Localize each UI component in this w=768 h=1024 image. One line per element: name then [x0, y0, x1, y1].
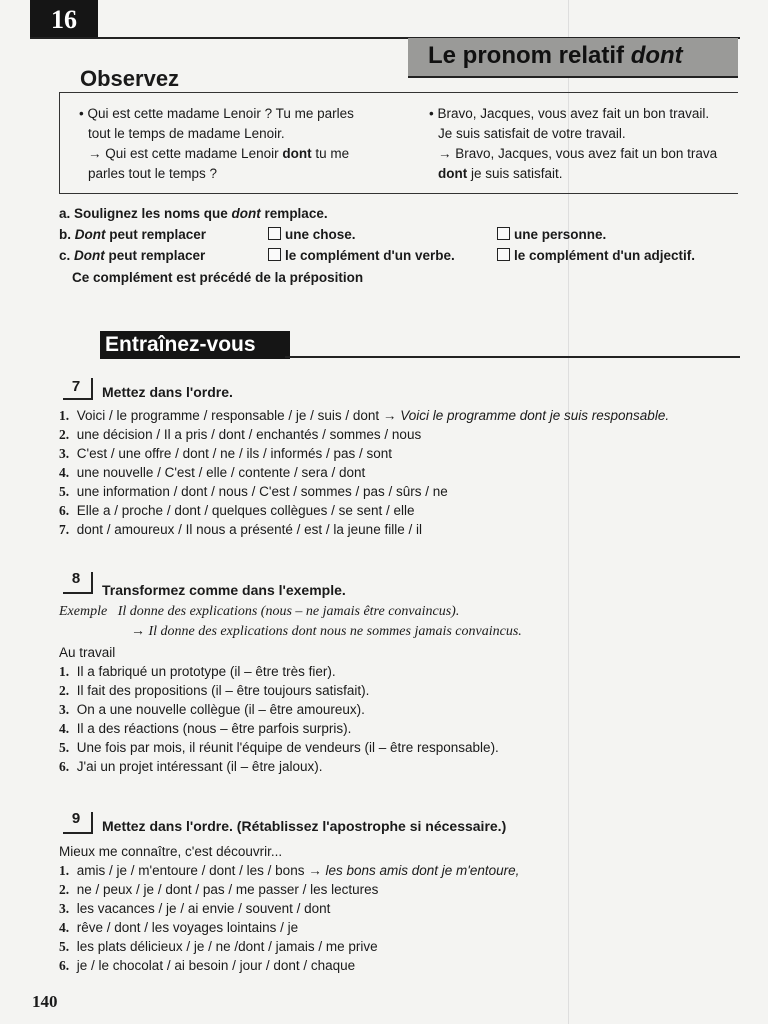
section-entrainez-vous: Entraînez-vous	[100, 331, 290, 359]
list-item: 6. je / le chocolat / ai besoin / jour / dont / chaque	[59, 958, 356, 973]
list-item: 7. dont / amoureux / Il nous a présenté / est / la jeune fille / il	[59, 522, 422, 537]
list-item: 5. une information / dont / nous / C'est / sommes / pas / sûrs / ne	[59, 484, 448, 499]
exercise-9-context: Mieux me connaître, c'est découvrir...	[59, 844, 283, 859]
checkbox[interactable]	[268, 248, 281, 261]
exercise-8-number: 8	[71, 570, 81, 587]
list-item: 4. Il a des réactions (nous – être parfois surpris).	[59, 721, 352, 736]
option-complement-verbe[interactable]: le complément d'un verbe.	[268, 248, 455, 263]
exercise-marker-line	[63, 832, 93, 834]
list-item: 5. les plats délicieux / je / ne /dont / jamais / me prive	[59, 939, 378, 954]
exercise-8-example: Exemple Il donne des explications (nous – ne jamais être convaincus).	[59, 604, 460, 619]
exercise-8-example-answer: → Il donne des explications dont nous ne sommes jamais convaincus.	[131, 624, 522, 639]
list-item: 3. On a une nouvelle collègue (il – être amoureux).	[59, 702, 365, 717]
list-item: 6. J'ai un projet intéressant (il – être jaloux).	[59, 759, 323, 774]
exercise-7-list	[59, 406, 669, 539]
exercise-marker	[91, 812, 93, 832]
exercise-9-number: 9	[71, 810, 81, 827]
observez-heading: Observez	[80, 66, 180, 91]
list-item: 2. une décision / Il a pris / dont / enchantés / sommes / nous	[59, 427, 422, 442]
observez-example-1: • Qui est cette madame Lenoir ? Tu me parles tout le temps de madame Lenoir. → Qui est cette madame Lenoir dont tu me parles tout le temps ?	[79, 106, 354, 181]
exercise-9-instruction: Mettez dans l'ordre. (Rétablissez l'apostrophe si nécessaire.)	[102, 818, 507, 834]
checkbox[interactable]	[497, 227, 510, 240]
option-complement-adjectif[interactable]: le complément d'un adjectif.	[497, 248, 695, 263]
exercise-8-list	[59, 662, 499, 776]
page-title: Le pronom relatif dont	[428, 42, 683, 69]
question-a: a. Soulignez les noms que dont remplace.	[59, 206, 328, 221]
list-item: 2. Il fait des propositions (il – être toujours satisfait).	[59, 683, 370, 698]
question-c: c. Dont peut remplacer	[59, 248, 206, 263]
observez-example-2: • Bravo, Jacques, vous avez fait un bon travail. Je suis satisfait de votre travail. → Bravo, Jacques, vous avez fait un bon trava dont je suis satisfait.	[429, 106, 718, 181]
exercise-7-number: 7	[71, 378, 81, 395]
list-item: 5. Une fois par mois, il réunit l'équipe de vendeurs (il – être responsable).	[59, 740, 499, 755]
exercise-8-context: Au travail	[59, 645, 116, 660]
list-item: 6. Elle a / proche / dont / quelques collègues / se sent / elle	[59, 503, 415, 518]
list-item: 1. Voici / le programme / responsable / je / suis / dont → Voici le programme dont je suis responsable.	[59, 408, 670, 423]
list-item: 1. Il a fabriqué un prototype (il – être très fier).	[59, 664, 336, 679]
question-b: b. Dont peut remplacer	[59, 227, 207, 242]
exercise-8-instruction: Transformez comme dans l'exemple.	[102, 582, 346, 598]
exercise-marker	[91, 572, 93, 592]
page-number: 140	[32, 992, 58, 1011]
checkbox[interactable]	[497, 248, 510, 261]
exercise-marker-line	[63, 592, 93, 594]
list-item: 1. amis / je / m'entoure / dont / les / bons → les bons amis dont je m'entoure,	[59, 863, 520, 878]
exercise-marker-line	[63, 398, 93, 400]
exercise-7-instruction: Mettez dans l'ordre.	[102, 384, 233, 400]
list-item: 3. les vacances / je / ai envie / souvent / dont	[59, 901, 331, 916]
checkbox[interactable]	[268, 227, 281, 240]
list-item: 4. rêve / dont / les voyages lointains / je	[59, 920, 299, 935]
option-une-personne[interactable]: une personne.	[497, 227, 606, 242]
question-c-note: Ce complément est précédé de la préposition	[72, 270, 364, 285]
section-rule	[285, 356, 740, 358]
exercise-marker	[91, 378, 93, 398]
list-item: 2. ne / peux / je / dont / pas / me passer / les lectures	[59, 882, 379, 897]
chapter-number: 16	[30, 0, 98, 38]
list-item: 3. C'est / une offre / dont / ne / ils / informés / pas / sont	[59, 446, 392, 461]
list-item: 4. une nouvelle / C'est / elle / contente / sera / dont	[59, 465, 366, 480]
exercise-9-list	[59, 861, 519, 975]
option-une-chose[interactable]: une chose.	[268, 227, 356, 242]
